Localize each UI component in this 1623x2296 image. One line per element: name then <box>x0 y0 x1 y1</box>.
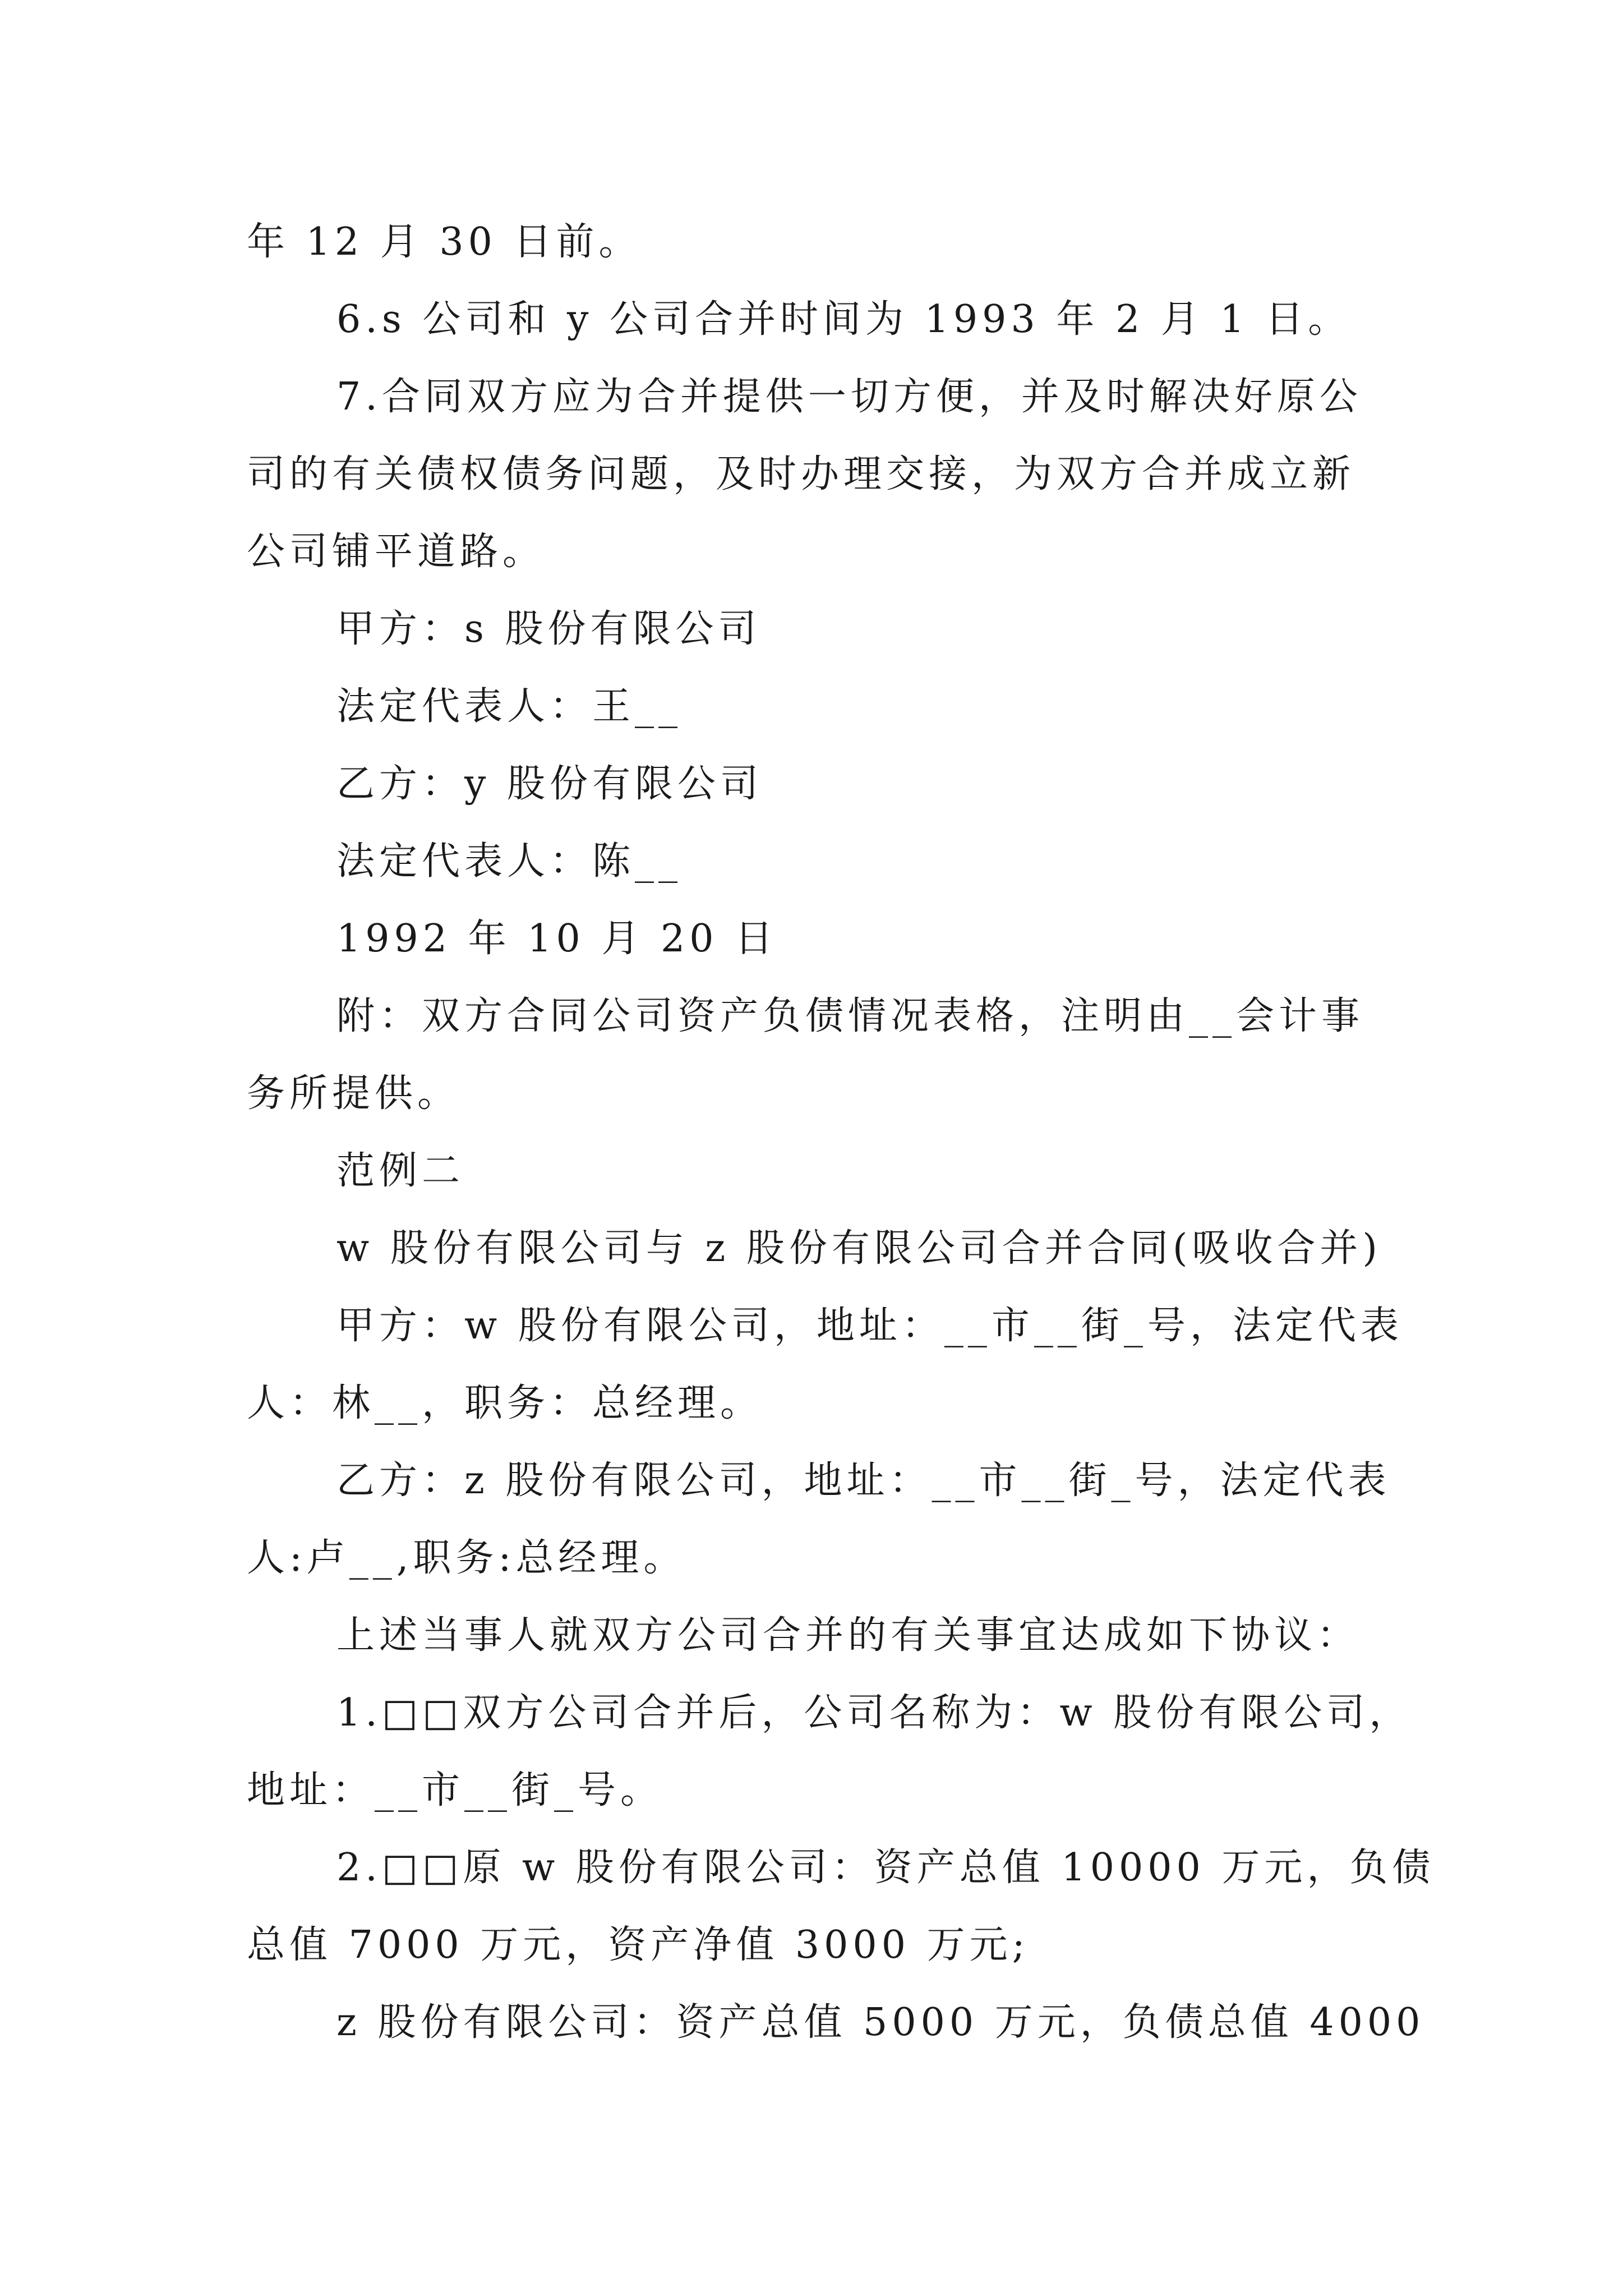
text-line-2: 6.s 公司和 y 公司合并时间为 1993 年 2 月 1 日。 <box>336 297 1351 342</box>
text-line-19: 上述当事人就双方公司合并的有关事宜达成如下协议： <box>336 1613 1360 1658</box>
text-line-10: 1992 年 10 月 20 日 <box>336 917 778 961</box>
text-line-4: 司的有关债权债务问题，及时办理交接，为双方合并成立新 <box>247 452 1355 496</box>
text-line-23: 总值 7000 万元，资产净值 3000 万元; <box>247 1923 1030 1967</box>
text-line-16: 人：林__，职务：总经理。 <box>247 1381 763 1425</box>
text-line-24: z 股份有限公司：资产总值 5000 万元，负债总值 4000 <box>336 2000 1425 2045</box>
text-line-9: 法定代表人：陈__ <box>336 839 683 884</box>
text-line-22: 2.□□原 w 股份有限公司：资产总值 10000 万元，负债 <box>336 1846 1435 1890</box>
text-line-5: 公司铺平道路。 <box>247 530 546 574</box>
text-line-12: 务所提供。 <box>247 1071 460 1116</box>
text-line-21: 地址：__市__街_号。 <box>247 1768 663 1812</box>
text-line-17: 乙方：z 股份有限公司，地址：__市__街_号，法定代表 <box>336 1458 1391 1503</box>
text-line-11: 附：双方合同公司资产负债情况表格，注明由__会计事 <box>336 994 1364 1038</box>
text-line-1: 年 12 月 30 日前。 <box>247 220 642 264</box>
text-line-14: w 股份有限公司与 z 股份有限公司合并合同(吸收合并) <box>336 1226 1382 1271</box>
text-line-8: 乙方：y 股份有限公司 <box>336 762 763 806</box>
text-line-3: 7.合同双方应为合并提供一切方便，并及时解决好原公 <box>336 375 1362 419</box>
text-line-18: 人:卢__,职务:总经理。 <box>247 1536 686 1580</box>
text-line-20: 1.□□双方公司合并后，公司名称为：w 股份有限公司， <box>336 1691 1412 1735</box>
text-line-7: 法定代表人：王__ <box>336 684 683 729</box>
text-line-13: 范例二 <box>336 1149 465 1193</box>
text-line-15: 甲方：w 股份有限公司，地址：__市__街_号，法定代表 <box>336 1304 1403 1348</box>
text-line-6: 甲方：s 股份有限公司 <box>336 607 761 651</box>
